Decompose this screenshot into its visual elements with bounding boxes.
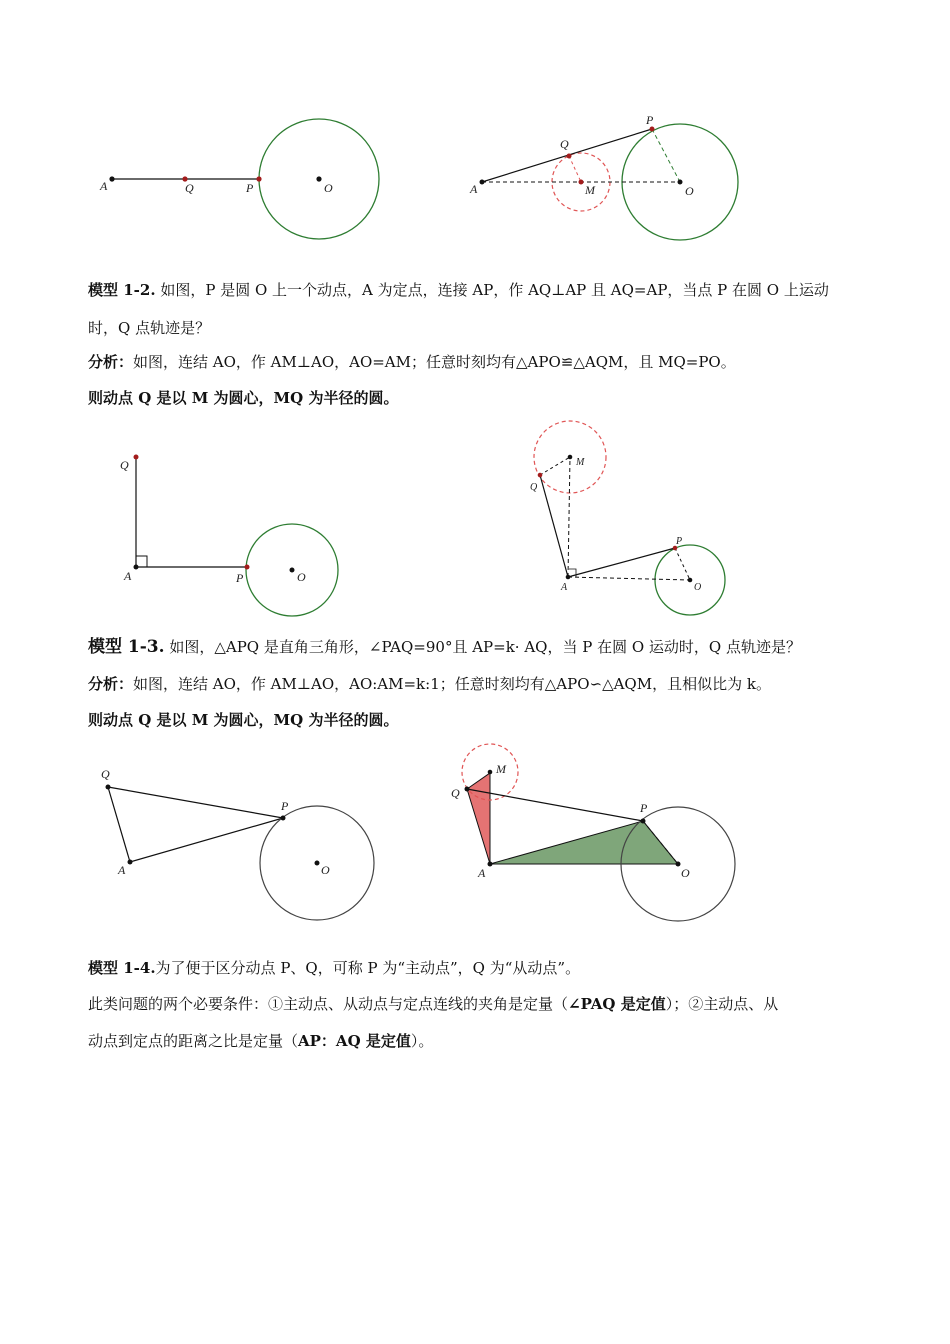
model-1-4-line1: 模型 1-4.为了便于区分动点 P、Q，可称 P 为“主动点”，Q 为“从动点”。 [88, 959, 581, 977]
label-m: M [576, 457, 585, 468]
label-o: O [685, 184, 694, 198]
label-o: O [297, 570, 306, 584]
label-o: O [694, 582, 702, 593]
model-1-2-line1: 模型 1-2. 如图，P 是圆 O 上一个动点，A 为定点，连接 AP，作 AQ⊥AP 且 AQ=AP，当点 P 在圆 O 上运动 [88, 281, 829, 299]
label-p: P [646, 113, 654, 127]
model-1-3-conclusion: 则动点 Q 是以 M 为圆心，MQ 为半径的圆。 [88, 711, 399, 729]
label-q: Q [101, 767, 110, 781]
model-1-2-conclusion: 则动点 Q 是以 M 为圆心，MQ 为半径的圆。 [88, 389, 399, 407]
label-a: A [124, 569, 132, 583]
label-p: P [236, 571, 244, 585]
label-p: P [281, 799, 289, 813]
label-a: A [478, 866, 486, 880]
label-p: P [676, 536, 683, 547]
model-1-3-analysis: 分析：如图，连结 AO，作 AM⊥AO，AO:AM=k:1；任意时刻均有△APO∽△AQM，且相似比为 k。 [88, 675, 771, 693]
label-q: Q [530, 482, 538, 493]
model-1-3-line1: 模型 1-3. 如图，△APQ 是直角三角形，∠PAQ=90°且 AP=k· AQ，当 P 在圆 O 运动时，Q 点轨迹是？ [88, 637, 801, 657]
label-a: A [118, 863, 126, 877]
label-o: O [324, 181, 333, 195]
label-a: A [470, 182, 478, 196]
label-o: O [321, 863, 330, 877]
label-p: P [246, 181, 254, 195]
label-q: Q [560, 137, 569, 151]
label-o: O [681, 866, 690, 880]
label-q: Q [120, 458, 129, 472]
label-m: M [496, 762, 506, 776]
label-q: Q [451, 786, 460, 800]
label-q: Q [185, 181, 194, 195]
model-1-4-line2: 此类问题的两个必要条件：①主动点、从动点与定点连线的夹角是定量（∠PAQ 是定值）；②主动点、从 [88, 995, 779, 1013]
model-1-2-line2: 时，Q 点轨迹是？ [88, 319, 211, 337]
label-a: A [100, 179, 108, 193]
model-1-4-line3: 动点到定点的距离之比是定量（AP：AQ 是定值）。 [88, 1032, 434, 1050]
label-a: A [561, 582, 568, 593]
label-p: P [640, 801, 648, 815]
model-1-2-analysis: 分析：如图，连结 AO，作 AM⊥AO，AO=AM；任意时刻均有△APO≌△AQM，且 MQ=PO。 [88, 353, 736, 371]
label-m: M [585, 183, 595, 197]
